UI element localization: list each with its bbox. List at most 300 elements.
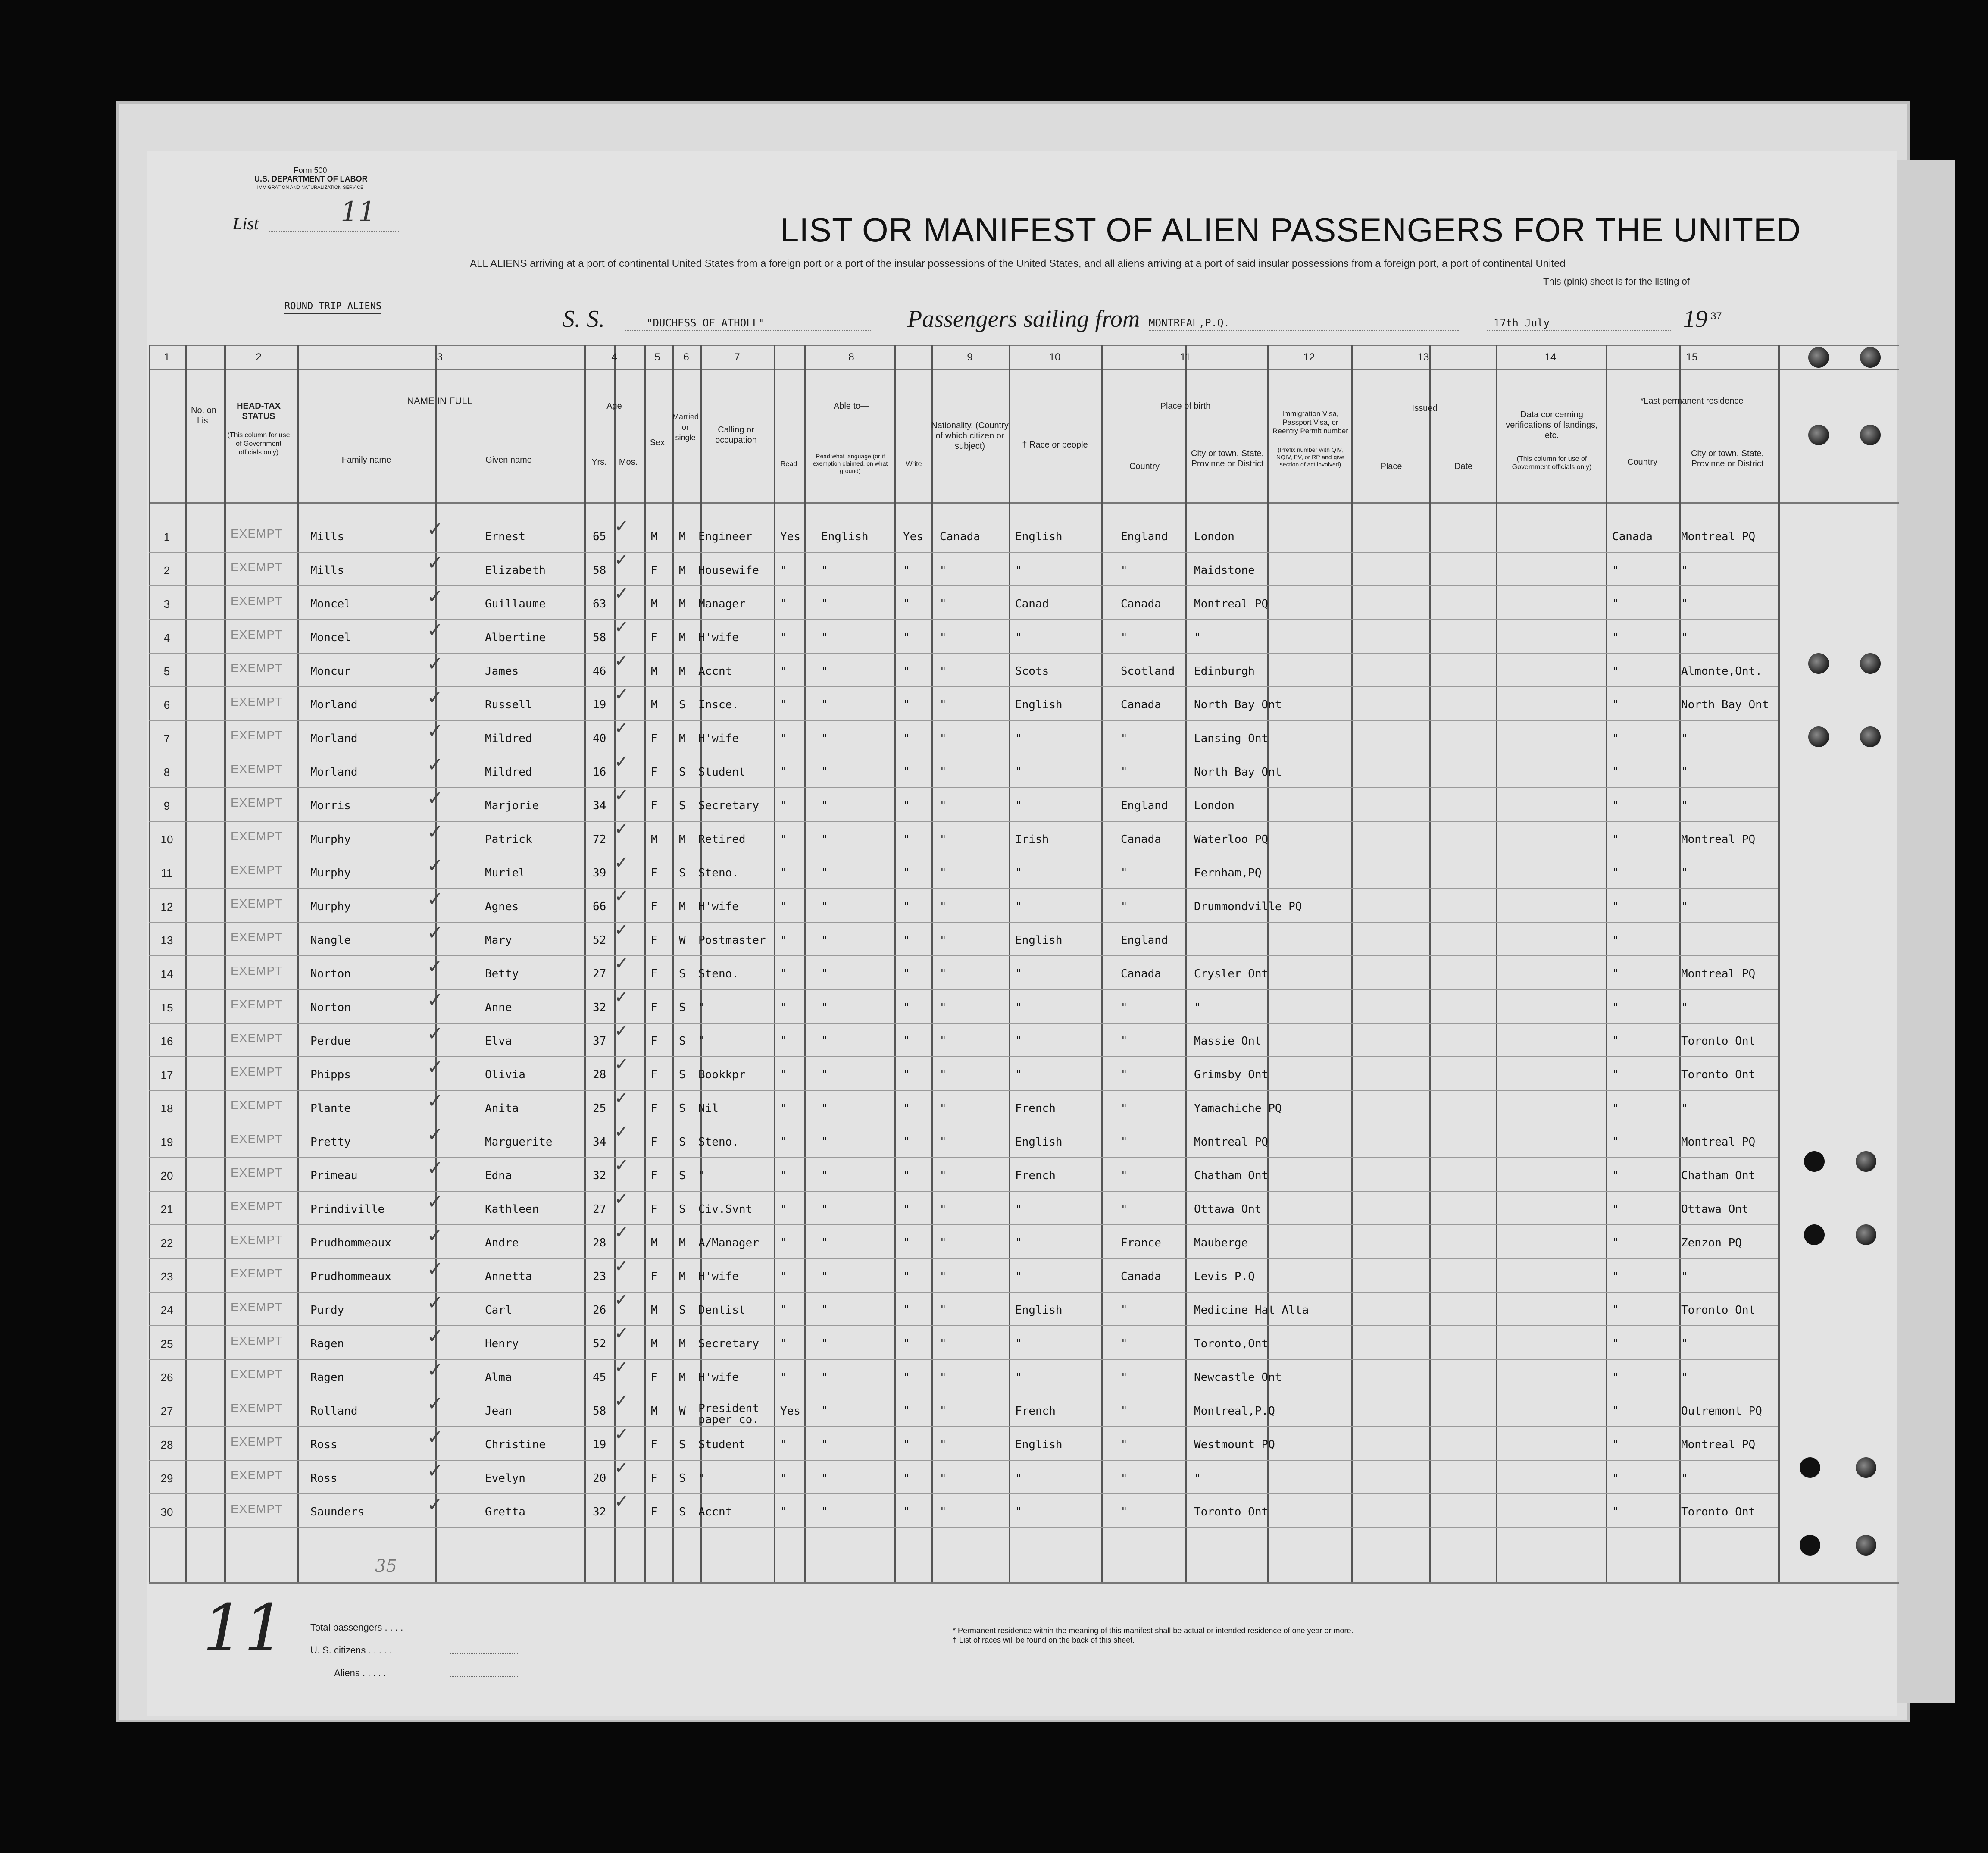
cell-sex: M bbox=[651, 698, 658, 711]
cell-given: Henry bbox=[485, 1337, 519, 1350]
cell-family: Pretty bbox=[310, 1136, 351, 1149]
cell-write: " bbox=[903, 665, 910, 678]
cell-birth-country: " bbox=[1121, 1438, 1128, 1451]
check-mark: ✓ bbox=[427, 652, 444, 675]
cell-sex: F bbox=[651, 1270, 658, 1283]
footnote-races: † List of races will be found on the back of this sheet. bbox=[953, 1636, 1135, 1644]
cell-yrs: 19 bbox=[593, 1438, 606, 1451]
row-number: 25 bbox=[160, 1337, 173, 1350]
cell-read: " bbox=[780, 665, 787, 678]
cell-res-country: " bbox=[1612, 732, 1619, 745]
punch-hole bbox=[1800, 1535, 1820, 1556]
cell-marital: S bbox=[679, 1068, 686, 1081]
cell-write: " bbox=[903, 631, 910, 644]
cell-res-country: " bbox=[1612, 967, 1619, 980]
cell-sex: F bbox=[651, 1068, 658, 1081]
cell-language: " bbox=[821, 1304, 828, 1317]
cell-sex: M bbox=[651, 1304, 658, 1317]
cell-res-city: Montreal PQ bbox=[1681, 1136, 1756, 1149]
header-write: Write bbox=[906, 460, 922, 468]
header-yrs: Yrs. bbox=[591, 457, 607, 467]
cell-language: " bbox=[821, 1001, 828, 1014]
header-bottom-rule bbox=[149, 502, 1899, 504]
check-mark: ✓ bbox=[427, 618, 444, 642]
row-rule bbox=[149, 552, 1778, 553]
cell-family: Murphy bbox=[310, 900, 351, 913]
cell-nationality: " bbox=[940, 1438, 947, 1451]
cell-yrs: 23 bbox=[593, 1270, 606, 1283]
cell-occupation: Steno. bbox=[698, 1136, 739, 1149]
header-data-note: (This column for use of Government officials only) bbox=[1512, 455, 1592, 471]
cell-sex: F bbox=[651, 564, 658, 577]
cell-sex: F bbox=[651, 1136, 658, 1149]
cell-yrs: 32 bbox=[593, 1169, 606, 1182]
cell-birth-country: " bbox=[1121, 732, 1128, 745]
cell-marital: M bbox=[679, 1337, 686, 1350]
head-tax-status: EXEMPT bbox=[231, 964, 283, 977]
check-mark: ✓ bbox=[427, 1022, 444, 1045]
head-tax-status: EXEMPT bbox=[231, 560, 283, 574]
row-rule bbox=[149, 955, 1778, 956]
cell-birth-city: Yamachiche PQ bbox=[1194, 1102, 1282, 1115]
cell-sex: M bbox=[651, 1337, 658, 1350]
cell-language: " bbox=[821, 766, 828, 779]
cell-birth-city: London bbox=[1194, 530, 1235, 543]
cell-marital: S bbox=[679, 1035, 686, 1048]
check-mark: ✓ bbox=[427, 1123, 444, 1146]
row-number: 5 bbox=[163, 665, 170, 678]
cell-birth-country: " bbox=[1121, 766, 1128, 779]
cell-nationality: " bbox=[940, 1169, 947, 1182]
cell-res-city: Chatham Ont bbox=[1681, 1169, 1756, 1182]
column-number: 7 bbox=[734, 351, 740, 363]
row-number: 6 bbox=[163, 698, 170, 711]
cell-yrs: 58 bbox=[593, 631, 606, 644]
cell-read: " bbox=[780, 1304, 787, 1317]
column-divider bbox=[774, 345, 775, 1582]
column-divider bbox=[297, 345, 299, 1582]
row-rule bbox=[149, 1359, 1778, 1360]
head-tax-status: EXEMPT bbox=[231, 1267, 283, 1280]
cell-write: " bbox=[903, 1405, 910, 1418]
cell-nationality: " bbox=[940, 799, 947, 812]
check-mark: ✓ bbox=[614, 1223, 629, 1243]
cell-birth-country: England bbox=[1121, 799, 1168, 812]
cell-given: Guillaume bbox=[485, 598, 546, 610]
cell-language: " bbox=[821, 799, 828, 812]
cell-occupation: " bbox=[698, 1035, 705, 1048]
column-number: 14 bbox=[1544, 351, 1557, 363]
punch-hole bbox=[1856, 1224, 1876, 1245]
cell-write: " bbox=[903, 934, 910, 947]
cell-sex: F bbox=[651, 1035, 658, 1048]
cell-yrs: 20 bbox=[593, 1472, 606, 1485]
cell-birth-city: Chatham Ont bbox=[1194, 1169, 1269, 1182]
cell-family: Mills bbox=[310, 530, 344, 543]
cell-family: Nangle bbox=[310, 934, 351, 947]
header-issued-date: Date bbox=[1454, 462, 1473, 471]
cell-write: " bbox=[903, 564, 910, 577]
cell-family: Morland bbox=[310, 698, 358, 711]
row-rule bbox=[149, 1191, 1778, 1192]
cell-write: " bbox=[903, 1472, 910, 1485]
head-tax-status: EXEMPT bbox=[231, 1502, 283, 1515]
margin-handwritten-mark: 11 bbox=[203, 1591, 285, 1666]
row-number: 22 bbox=[160, 1236, 173, 1249]
cell-given: Albertine bbox=[485, 631, 546, 644]
cell-birth-country: France bbox=[1121, 1236, 1161, 1249]
us-citizens-label: U. S. citizens bbox=[310, 1645, 366, 1656]
row-number: 30 bbox=[160, 1506, 173, 1518]
date-dotted-line bbox=[1487, 330, 1672, 331]
header-read: Read bbox=[780, 460, 797, 468]
cell-birth-country: " bbox=[1121, 1506, 1128, 1518]
check-mark: ✓ bbox=[614, 685, 629, 704]
head-tax-status: EXEMPT bbox=[231, 1300, 283, 1314]
cell-birth-country: " bbox=[1121, 1001, 1128, 1014]
head-tax-status: EXEMPT bbox=[231, 1233, 283, 1246]
footer-total-passengers: Total passengers . . . . bbox=[310, 1622, 403, 1633]
cell-marital: S bbox=[679, 1472, 686, 1485]
cell-language: " bbox=[821, 665, 828, 678]
cell-res-city: Toronto Ont bbox=[1681, 1506, 1756, 1518]
check-mark: ✓ bbox=[427, 1392, 444, 1415]
head-tax-status: EXEMPT bbox=[231, 661, 283, 675]
cell-race: " bbox=[1015, 1472, 1022, 1485]
cell-occupation: Accnt bbox=[698, 1506, 732, 1518]
cell-family: Ross bbox=[310, 1438, 338, 1451]
head-tax-status: EXEMPT bbox=[231, 1132, 283, 1146]
cell-birth-country: " bbox=[1121, 1136, 1128, 1149]
cell-birth-country: " bbox=[1121, 1035, 1128, 1048]
cell-birth-country: " bbox=[1121, 1337, 1128, 1350]
check-mark: ✓ bbox=[614, 1122, 629, 1142]
cell-occupation: Retired bbox=[698, 833, 746, 846]
cell-family: Purdy bbox=[310, 1304, 344, 1317]
cell-language: " bbox=[821, 833, 828, 846]
cell-birth-city: Montreal PQ bbox=[1194, 598, 1269, 610]
check-mark: ✓ bbox=[427, 955, 444, 978]
check-mark: ✓ bbox=[614, 617, 629, 637]
head-tax-status: EXEMPT bbox=[231, 1099, 283, 1112]
head-tax-status: EXEMPT bbox=[231, 527, 283, 540]
cell-birth-city: Montreal,P.Q bbox=[1194, 1405, 1275, 1418]
cell-given: Evelyn bbox=[485, 1472, 525, 1485]
cell-res-city: " bbox=[1681, 732, 1688, 745]
cell-occupation: " bbox=[698, 1001, 705, 1014]
cell-res-city: " bbox=[1681, 1102, 1688, 1115]
cell-birth-city: Edinburgh bbox=[1194, 665, 1255, 678]
cell-language: " bbox=[821, 1169, 828, 1182]
row-rule bbox=[149, 686, 1778, 687]
cell-given: James bbox=[485, 665, 519, 678]
cell-given: Anita bbox=[485, 1102, 519, 1115]
cell-marital: S bbox=[679, 1169, 686, 1182]
year-prefix: 19 bbox=[1683, 306, 1707, 332]
check-mark: ✓ bbox=[427, 685, 444, 709]
check-mark: ✓ bbox=[427, 988, 444, 1011]
cell-family: Perdue bbox=[310, 1035, 351, 1048]
cell-res-city: " bbox=[1681, 1337, 1688, 1350]
row-rule bbox=[149, 787, 1778, 788]
punch-hole bbox=[1856, 1457, 1876, 1478]
cell-race: " bbox=[1015, 1371, 1022, 1384]
port-name: MONTREAL,P.Q. bbox=[1149, 317, 1230, 329]
cell-read: " bbox=[780, 732, 787, 745]
check-mark: ✓ bbox=[614, 1256, 629, 1276]
cell-nationality: " bbox=[940, 900, 947, 913]
column-number: 10 bbox=[1049, 351, 1061, 363]
cell-read: " bbox=[780, 766, 787, 779]
row-rule bbox=[149, 989, 1778, 990]
cell-yrs: 65 bbox=[593, 530, 606, 543]
cell-sex: F bbox=[651, 631, 658, 644]
cell-sex: F bbox=[651, 1472, 658, 1485]
cell-race: English bbox=[1015, 1304, 1063, 1317]
check-mark: ✓ bbox=[427, 854, 444, 877]
cell-language: " bbox=[821, 934, 828, 947]
cell-family: Morland bbox=[310, 732, 358, 745]
check-mark: ✓ bbox=[614, 987, 629, 1007]
cell-sex: F bbox=[651, 1203, 658, 1216]
cell-occupation: President paper co. bbox=[698, 1402, 759, 1426]
cell-write: " bbox=[903, 1035, 910, 1048]
cell-yrs: 27 bbox=[593, 1203, 606, 1216]
column-divider bbox=[1101, 345, 1103, 1582]
cell-marital: S bbox=[679, 799, 686, 812]
cell-write: " bbox=[903, 1136, 910, 1149]
cell-res-city: Ottawa Ont bbox=[1681, 1203, 1749, 1216]
row-rule bbox=[149, 1460, 1778, 1461]
cell-marital: S bbox=[679, 1136, 686, 1149]
cell-nationality: " bbox=[940, 1068, 947, 1081]
cell-write: " bbox=[903, 1169, 910, 1182]
header-res-city: City or town, State, Province or District bbox=[1691, 449, 1764, 469]
cell-family: Moncel bbox=[310, 598, 351, 610]
cell-occupation: H'wife bbox=[698, 900, 739, 913]
cell-sex: F bbox=[651, 1438, 658, 1451]
cell-nationality: " bbox=[940, 1136, 947, 1149]
check-mark: ✓ bbox=[614, 651, 629, 671]
cell-marital: M bbox=[679, 530, 686, 543]
cell-race: " bbox=[1015, 732, 1022, 745]
form-number: Form 500 bbox=[294, 166, 327, 175]
footer-aliens: Aliens . . . . . bbox=[334, 1668, 387, 1678]
column-divider bbox=[1267, 345, 1269, 1582]
cell-birth-city: Lansing Ont bbox=[1194, 732, 1269, 745]
cell-read: " bbox=[780, 1472, 787, 1485]
row-number: 12 bbox=[160, 900, 173, 913]
cell-given: Russell bbox=[485, 698, 532, 711]
check-mark: ✓ bbox=[427, 786, 444, 810]
cell-marital: S bbox=[679, 698, 686, 711]
check-mark: ✓ bbox=[427, 585, 444, 608]
header-nationality: Nationality. (Country of which citizen or subject) bbox=[931, 421, 1009, 451]
cell-sex: F bbox=[651, 967, 658, 980]
cell-birth-country: Canada bbox=[1121, 698, 1161, 711]
header-race: † Race or people bbox=[1022, 440, 1088, 450]
cell-marital: M bbox=[679, 1371, 686, 1384]
cell-yrs: 25 bbox=[593, 1102, 606, 1115]
cell-sex: M bbox=[651, 530, 658, 543]
cell-family: Morland bbox=[310, 766, 358, 779]
cell-read: " bbox=[780, 631, 787, 644]
row-number: 1 bbox=[163, 530, 170, 543]
cell-language: " bbox=[821, 564, 828, 577]
header-res-country: Country bbox=[1627, 457, 1658, 467]
cell-res-country: " bbox=[1612, 1169, 1619, 1182]
cell-res-city: Toronto Ont bbox=[1681, 1068, 1756, 1081]
cell-nationality: " bbox=[940, 1270, 947, 1283]
cell-nationality: " bbox=[940, 1203, 947, 1216]
cell-birth-country: " bbox=[1121, 631, 1128, 644]
row-rule bbox=[149, 888, 1778, 889]
cell-birth-city: Toronto,Ont bbox=[1194, 1337, 1269, 1350]
column-divider bbox=[644, 345, 646, 1582]
row-rule bbox=[149, 1493, 1778, 1494]
cell-birth-country: " bbox=[1121, 564, 1128, 577]
cell-res-country: " bbox=[1612, 1068, 1619, 1081]
header-data-concerning: Data concerning verifications of landings, etc. bbox=[1506, 410, 1598, 440]
cell-write: " bbox=[903, 967, 910, 980]
cell-race: " bbox=[1015, 1236, 1022, 1249]
cell-given: Elva bbox=[485, 1035, 512, 1048]
column-number: 5 bbox=[654, 351, 660, 363]
header-read-language: Read what language (or if exemption claimed, on what ground) bbox=[813, 453, 888, 474]
cell-read: " bbox=[780, 1068, 787, 1081]
header-mos: Mos. bbox=[619, 457, 638, 467]
punch-hole bbox=[1860, 347, 1881, 368]
cell-birth-country: " bbox=[1121, 867, 1128, 880]
cell-family: Norton bbox=[310, 1001, 351, 1014]
header-last-residence: *Last permanent residence bbox=[1640, 396, 1744, 406]
cell-birth-country: " bbox=[1121, 1068, 1128, 1081]
cell-sex: M bbox=[651, 598, 658, 610]
cell-write: " bbox=[903, 1337, 910, 1350]
cell-birth-country: Canada bbox=[1121, 833, 1161, 846]
cell-race: English bbox=[1015, 1438, 1063, 1451]
check-mark: ✓ bbox=[427, 1291, 444, 1314]
cell-occupation: Engineer bbox=[698, 530, 753, 543]
cell-read: " bbox=[780, 1337, 787, 1350]
cell-language: " bbox=[821, 698, 828, 711]
column-divider bbox=[672, 345, 674, 1582]
cell-family: Moncur bbox=[310, 665, 351, 678]
cell-given: Edna bbox=[485, 1169, 512, 1182]
row-rule bbox=[149, 720, 1778, 721]
cell-race: English bbox=[1015, 698, 1063, 711]
cell-birth-country: " bbox=[1121, 1405, 1128, 1418]
cell-nationality: " bbox=[940, 1304, 947, 1317]
cell-occupation: Postmaster bbox=[698, 934, 766, 947]
footnote-residence: * Permanent residence within the meaning of this manifest shall be actual or intended residence of one year or more. bbox=[953, 1626, 1353, 1635]
manifest-title: LIST OR MANIFEST OF ALIEN PASSENGERS FOR THE UNITED bbox=[780, 211, 1801, 249]
cell-birth-city: Westmount PQ bbox=[1194, 1438, 1275, 1451]
cell-race: " bbox=[1015, 1001, 1022, 1014]
list-number: 11 bbox=[341, 196, 376, 228]
cell-given: Olivia bbox=[485, 1068, 525, 1081]
cell-res-country: Canada bbox=[1612, 530, 1653, 543]
cell-write: " bbox=[903, 732, 910, 745]
cell-birth-country: England bbox=[1121, 934, 1168, 947]
row-number: 15 bbox=[160, 1001, 173, 1014]
head-tax-status: EXEMPT bbox=[231, 998, 283, 1011]
check-mark: ✓ bbox=[614, 1391, 629, 1411]
cell-language: " bbox=[821, 1102, 828, 1115]
cell-write: " bbox=[903, 1506, 910, 1518]
row-rule bbox=[149, 1426, 1778, 1427]
cell-yrs: 32 bbox=[593, 1001, 606, 1014]
column-number: 1 bbox=[164, 351, 170, 363]
cell-read: " bbox=[780, 1438, 787, 1451]
cell-res-country: " bbox=[1612, 867, 1619, 880]
cell-family: Norton bbox=[310, 967, 351, 980]
check-mark: ✓ bbox=[427, 1089, 444, 1112]
row-rule bbox=[149, 1292, 1778, 1293]
row-number: 13 bbox=[160, 934, 173, 947]
cell-language: " bbox=[821, 1136, 828, 1149]
cell-occupation: Nil bbox=[698, 1102, 719, 1115]
cell-birth-country: " bbox=[1121, 1169, 1128, 1182]
head-tax-status: EXEMPT bbox=[231, 1199, 283, 1213]
cell-occupation: Student bbox=[698, 1438, 746, 1451]
cell-language: " bbox=[821, 1472, 828, 1485]
cell-occupation: Steno. bbox=[698, 967, 739, 980]
cell-birth-country: England bbox=[1121, 530, 1168, 543]
cell-yrs: 45 bbox=[593, 1371, 606, 1384]
cell-marital: S bbox=[679, 766, 686, 779]
round-trip-label: ROUND TRIP ALIENS bbox=[284, 301, 381, 314]
column-divider bbox=[1009, 345, 1010, 1582]
cell-language: " bbox=[821, 867, 828, 880]
cell-occupation: Student bbox=[698, 766, 746, 779]
row-number: 26 bbox=[160, 1371, 173, 1384]
cell-sex: F bbox=[651, 1102, 658, 1115]
cell-race: " bbox=[1015, 631, 1022, 644]
list-dotted-line bbox=[269, 231, 399, 232]
cell-birth-city: Crysler Ont bbox=[1194, 967, 1269, 980]
header-issued: Issued bbox=[1412, 404, 1438, 413]
cell-race: " bbox=[1015, 564, 1022, 577]
cell-read: " bbox=[780, 1236, 787, 1249]
column-number: 12 bbox=[1303, 351, 1315, 363]
cell-yrs: 16 bbox=[593, 766, 606, 779]
cell-race: English bbox=[1015, 934, 1063, 947]
cell-res-city: North Bay Ont bbox=[1681, 698, 1769, 711]
cell-sex: F bbox=[651, 1169, 658, 1182]
cell-write: " bbox=[903, 833, 910, 846]
head-tax-status: EXEMPT bbox=[231, 695, 283, 708]
cell-birth-city: Levis P.Q bbox=[1194, 1270, 1255, 1283]
column-divider bbox=[894, 345, 896, 1582]
cell-nationality: " bbox=[940, 1472, 947, 1485]
check-mark: ✓ bbox=[614, 752, 629, 772]
cell-race: " bbox=[1015, 1068, 1022, 1081]
head-tax-status: EXEMPT bbox=[231, 1334, 283, 1347]
cell-res-city: Toronto Ont bbox=[1681, 1035, 1756, 1048]
cell-given: Patrick bbox=[485, 833, 532, 846]
check-mark: ✓ bbox=[614, 886, 629, 906]
cell-birth-city: Maidstone bbox=[1194, 564, 1255, 577]
cell-yrs: 46 bbox=[593, 665, 606, 678]
check-mark: ✓ bbox=[427, 1493, 444, 1516]
cell-given: Betty bbox=[485, 967, 519, 980]
row-number: 18 bbox=[160, 1102, 173, 1115]
cell-occupation: H'wife bbox=[698, 631, 739, 644]
cell-res-country: " bbox=[1612, 1102, 1619, 1115]
cell-occupation: A/Manager bbox=[698, 1236, 759, 1249]
cell-given: Elizabeth bbox=[485, 564, 546, 577]
